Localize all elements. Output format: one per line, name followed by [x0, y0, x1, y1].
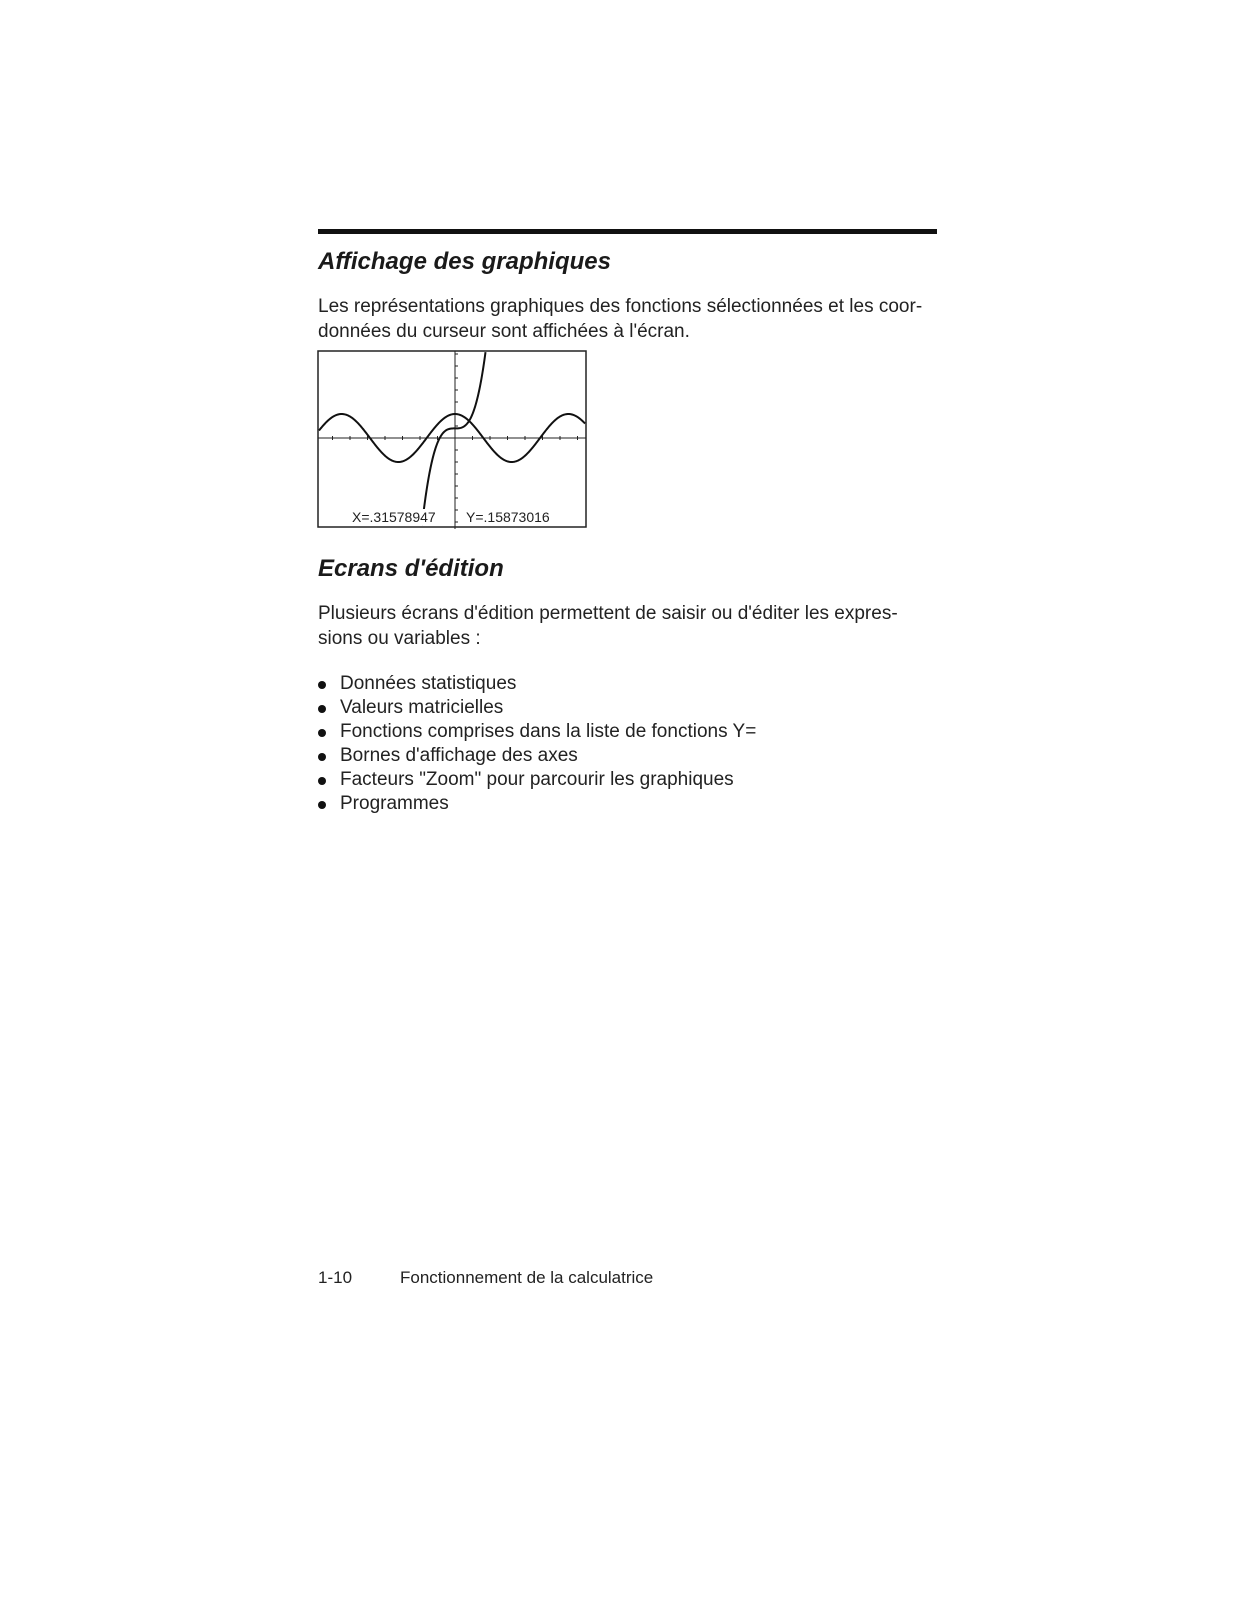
paragraph-line: données du curseur sont affichées à l'écran.	[318, 321, 690, 342]
chapter-title: Fonctionnement de la calculatrice	[400, 1268, 654, 1287]
edit-screens-list	[318, 672, 756, 816]
section-heading-graph: Affichage des graphiques	[318, 248, 611, 275]
list-item: Programmes	[318, 792, 756, 816]
paragraph-edit	[318, 601, 938, 651]
bullet-icon	[318, 705, 326, 713]
section-rule	[318, 229, 937, 234]
bullet-icon	[318, 753, 326, 761]
cursor-x-readout: X=.31578947	[352, 509, 436, 525]
bullet-icon	[318, 681, 326, 689]
bullet-icon	[318, 729, 326, 737]
calculator-graph-screen	[317, 350, 587, 530]
list-item: Données statistiques	[318, 672, 756, 696]
page-number: 1-10	[318, 1268, 353, 1287]
section-heading-edit: Ecrans d'édition	[318, 555, 504, 582]
cursor-y-readout: Y=.15873016	[466, 509, 550, 525]
list-item: Fonctions comprises dans la liste de fonctions Y=	[318, 720, 756, 744]
paragraph-line: Plusieurs écrans d'édition permettent de saisir ou d'éditer les expres-	[318, 603, 898, 624]
paragraph-line: Les représentations graphiques des fonctions sélectionnées et les coor-	[318, 296, 923, 317]
bullet-icon	[318, 801, 326, 809]
list-item: Bornes d'affichage des axes	[318, 744, 756, 768]
bullet-icon	[318, 777, 326, 785]
screen-border	[318, 351, 586, 527]
paragraph-graph	[318, 294, 938, 344]
paragraph-line: sions ou variables :	[318, 628, 481, 649]
graph-plot	[317, 350, 587, 530]
list-item: Facteurs "Zoom" pour parcourir les graphiques	[318, 768, 756, 792]
list-item: Valeurs matricielles	[318, 696, 756, 720]
